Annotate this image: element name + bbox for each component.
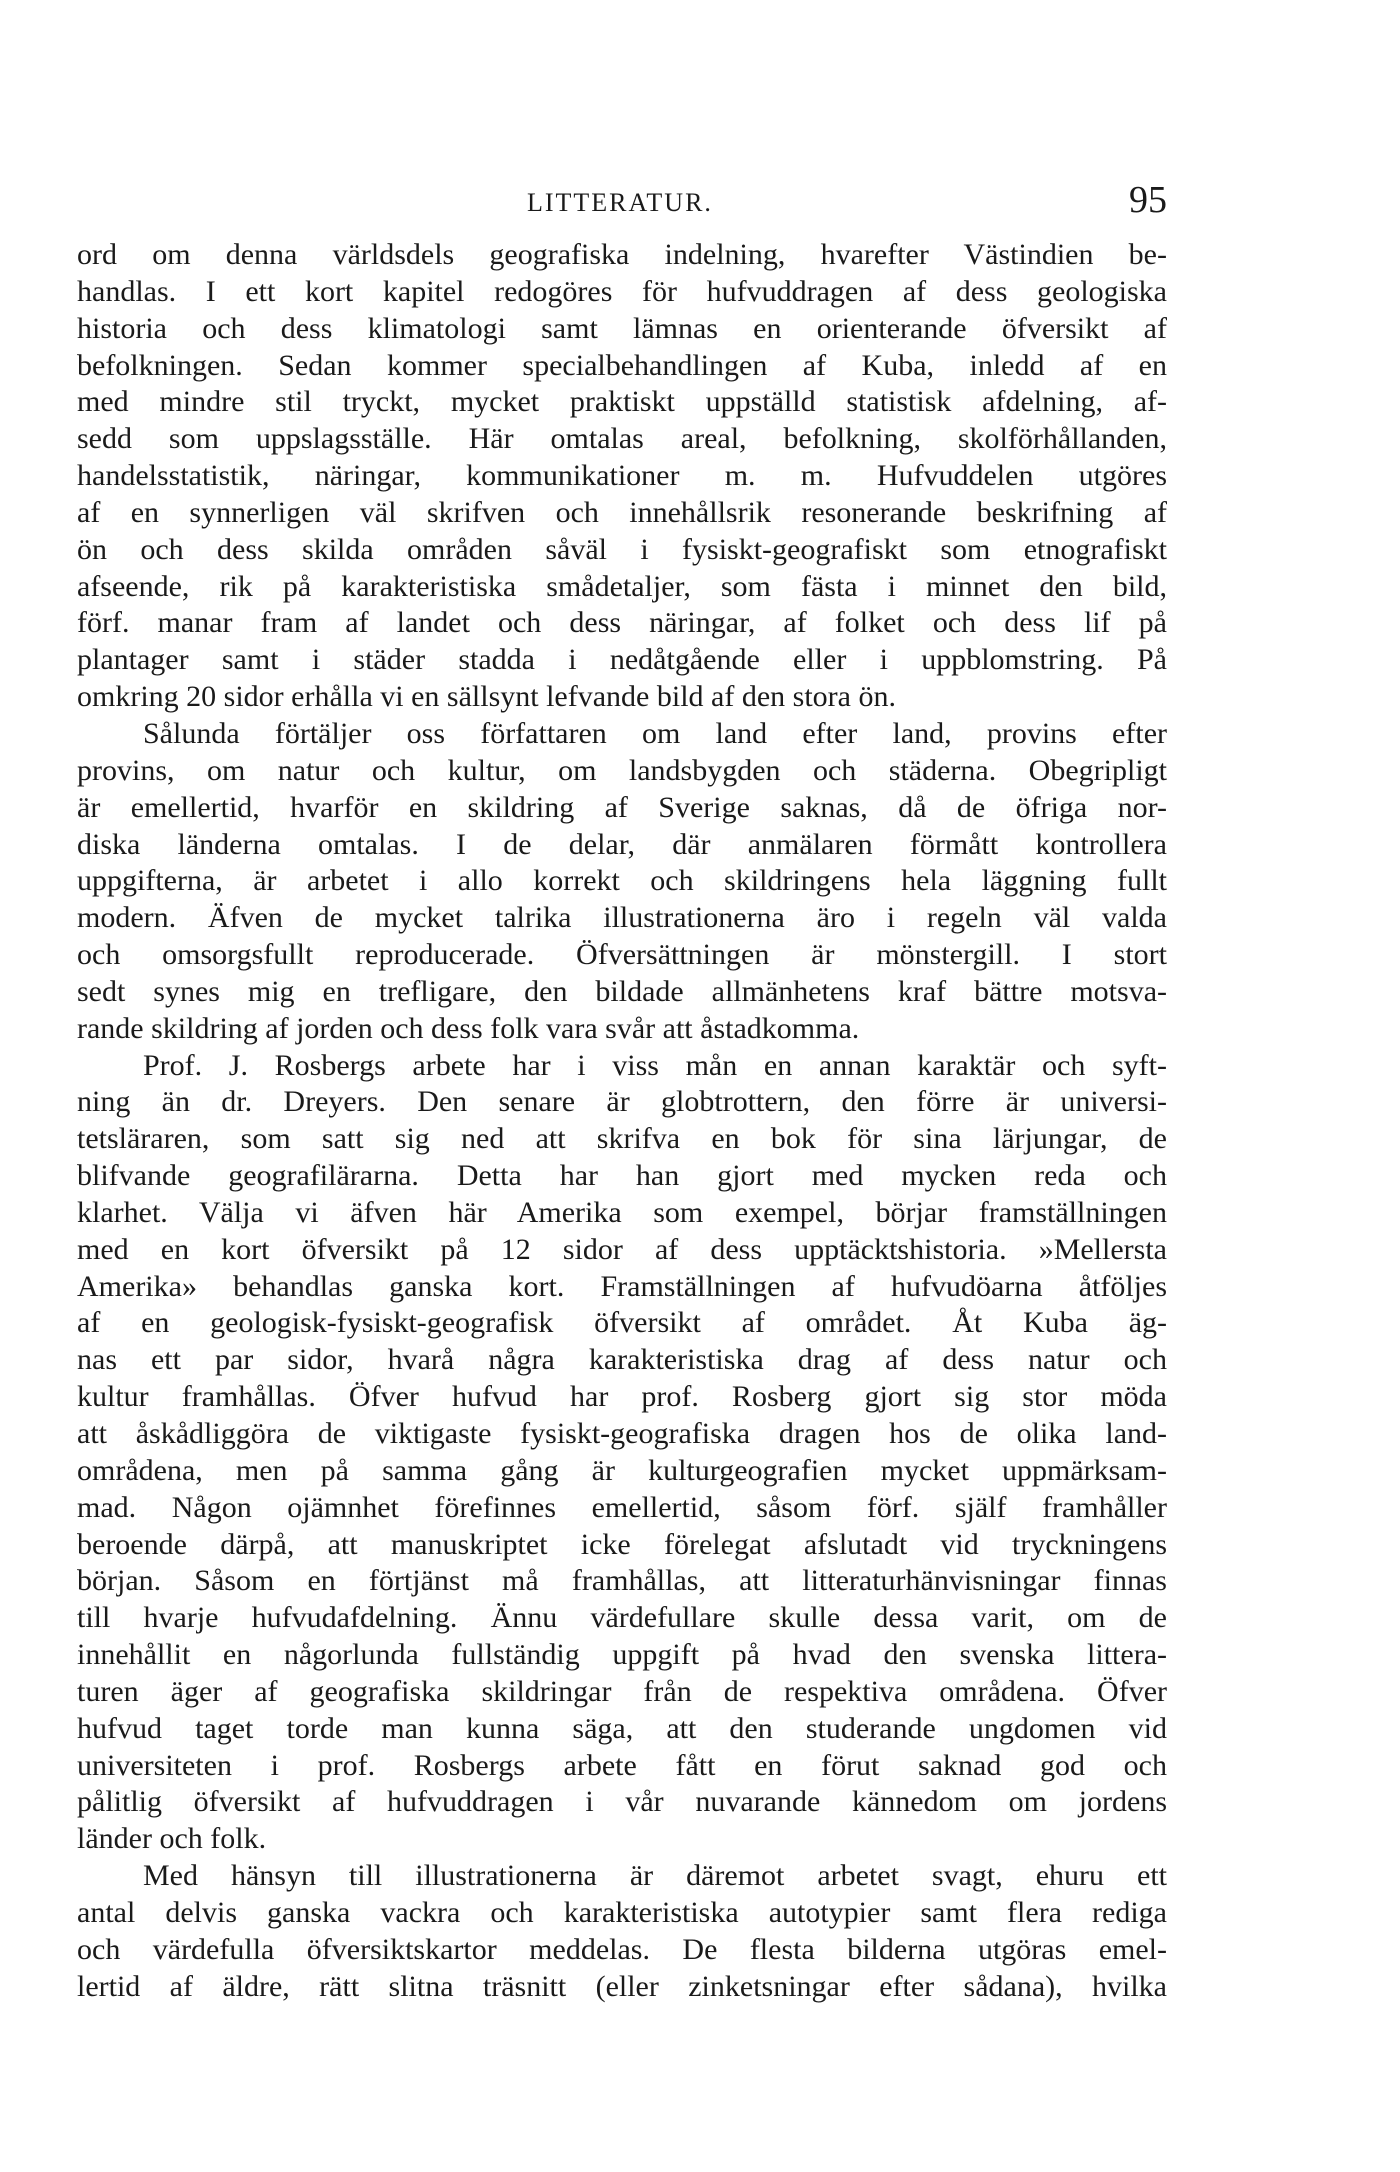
text-line: pålitlig öfversikt af hufvuddragen i vår nuvarande kännedom om jordens bbox=[77, 1785, 1167, 1819]
text-line: af en geologisk-fysiskt-geografisk öfversikt af området. Åt Kuba äg- bbox=[77, 1306, 1167, 1340]
text-line: förf. manar fram af landet och dess näringar, af folket och dess lif på bbox=[77, 606, 1167, 640]
text-line: områdena, men på samma gång är kulturgeografien mycket uppmärksam- bbox=[77, 1453, 1167, 1487]
text-line: blifvande geografilärarna. Detta har han gjort med mycken reda och bbox=[77, 1159, 1167, 1193]
text-line: är emellertid, hvarför en skildring af Sverige saknas, då de öfriga nor- bbox=[77, 790, 1167, 824]
text-line: rande skildring af jorden och dess folk vara svår att åstadkomma. bbox=[77, 1011, 860, 1045]
text-line: Med hänsyn till illustrationerna är däremot arbetet svagt, ehuru ett bbox=[143, 1859, 1167, 1893]
text-line: att åskådliggöra de viktigaste fysiskt-geografiska dragen hos de olika land- bbox=[77, 1417, 1167, 1450]
text-line: kultur framhållas. Öfver hufvud har prof. Rosberg gjort sig stor möda bbox=[77, 1380, 1167, 1414]
page-header bbox=[77, 178, 1167, 228]
running-title: LITTERATUR. bbox=[527, 188, 713, 217]
text-line: uppgifterna, är arbetet i allo korrekt och skildringens hela läggning fullt bbox=[77, 864, 1167, 898]
text-line: lertid af äldre, rätt slitna träsnitt (eller zinketsningar efter sådana), hvilka bbox=[77, 1969, 1167, 2003]
text-line: början. Såsom en förtjänst må framhållas, att litteraturhänvisningar finnas bbox=[77, 1564, 1167, 1598]
text-line: historia och dess klimatologi samt lämnas en orienterande öfversikt af bbox=[77, 311, 1167, 345]
text-line: af en synnerligen väl skrifven och innehållsrik resonerande beskrifning af bbox=[77, 495, 1167, 529]
text-line: sedt synes mig en trefligare, den bildade allmänhetens kraf bättre motsva- bbox=[77, 974, 1167, 1008]
text-line: ön och dess skilda områden såväl i fysiskt-geografiskt som etnografiskt bbox=[77, 532, 1167, 566]
text-line: till hvarje hufvudafdelning. Ännu värdefullare skulle dessa varit, om de bbox=[77, 1601, 1167, 1635]
text-line: handelsstatistik, näringar, kommunikationer m. m. Hufvuddelen utgöres bbox=[77, 459, 1167, 493]
text-line: ord om denna världsdels geografiska indelning, hvarefter Västindien be- bbox=[77, 238, 1167, 271]
text-line: universiteten i prof. Rosbergs arbete fått en förut saknad god och bbox=[77, 1748, 1167, 1782]
text-line: afseende, rik på karakteristiska smådetaljer, som fästa i minnet den bild, bbox=[77, 569, 1167, 603]
text-line: med en kort öfversikt på 12 sidor af dess upptäcktshistoria. »Mellersta bbox=[77, 1232, 1167, 1266]
text-line: länder och folk. bbox=[77, 1822, 267, 1856]
text-line: innehållit en någorlunda fullständig uppgift på hvad den svenska littera- bbox=[77, 1638, 1167, 1672]
text-line: turen äger af geografiska skildringar från de respektiva områdena. Öfver bbox=[77, 1674, 1167, 1708]
text-line: och omsorgsfullt reproducerade. Öfversättningen är mönstergill. I stort bbox=[77, 938, 1167, 972]
text-line: sedd som uppslagsställe. Här omtalas areal, befolkning, skolförhållanden, bbox=[77, 422, 1167, 456]
text-line: mad. Någon ojämnhet förefinnes emellertid, såsom förf. själf framhåller bbox=[77, 1490, 1167, 1524]
text-line: diska länderna omtalas. I de delar, där anmälaren förmått kontrollera bbox=[77, 827, 1167, 861]
text-line: antal delvis ganska vackra och karakteristiska autotypier samt flera rediga bbox=[77, 1895, 1167, 1929]
text-line: provins, om natur och kultur, om landsbygden och städerna. Obegripligt bbox=[77, 753, 1167, 787]
page-number: 95 bbox=[1129, 179, 1167, 221]
text-line: Amerika» behandlas ganska kort. Framställningen af hufvudöarna åtföljes bbox=[77, 1269, 1167, 1303]
text-line: Prof. J. Rosbergs arbete har i viss mån en annan karaktär och syft- bbox=[143, 1048, 1167, 1082]
text-line: handlas. I ett kort kapitel redogöres för hufvuddragen af dess geologiska bbox=[77, 274, 1167, 308]
text-line: tetsläraren, som satt sig ned att skrifva en bok för sina lärjungar, de bbox=[77, 1122, 1167, 1156]
text-line: plantager samt i städer stadda i nedåtgående eller i uppblomstring. På bbox=[77, 643, 1167, 677]
text-line: omkring 20 sidor erhålla vi en sällsynt lefvande bild af den stora ön. bbox=[77, 680, 896, 714]
body-text bbox=[77, 237, 1167, 2006]
text-line: klarhet. Välja vi äfven här Amerika som exempel, börjar framställningen bbox=[77, 1195, 1167, 1229]
text-line: och värdefulla öfversiktskartor meddelas. De flesta bilderna utgöras emel- bbox=[77, 1932, 1167, 1966]
text-line: befolkningen. Sedan kommer specialbehandlingen af Kuba, inledd af en bbox=[77, 348, 1167, 382]
text-line: med mindre stil tryckt, mycket praktiskt uppställd statistisk afdelning, af- bbox=[77, 385, 1167, 419]
text-line: ning än dr. Dreyers. Den senare är globtrottern, den förre är universi- bbox=[77, 1085, 1167, 1119]
text-line: hufvud taget torde man kunna säga, att den studerande ungdomen vid bbox=[77, 1711, 1167, 1745]
text-line: nas ett par sidor, hvarå några karakteristiska drag af dess natur och bbox=[77, 1343, 1167, 1377]
text-line: beroende därpå, att manuskriptet icke förelegat afslutadt vid tryckningens bbox=[77, 1527, 1167, 1561]
text-line: Sålunda förtäljer oss författaren om land efter land, provins efter bbox=[143, 716, 1167, 750]
text-line: modern. Äfven de mycket talrika illustrationerna äro i regeln väl valda bbox=[77, 901, 1167, 935]
